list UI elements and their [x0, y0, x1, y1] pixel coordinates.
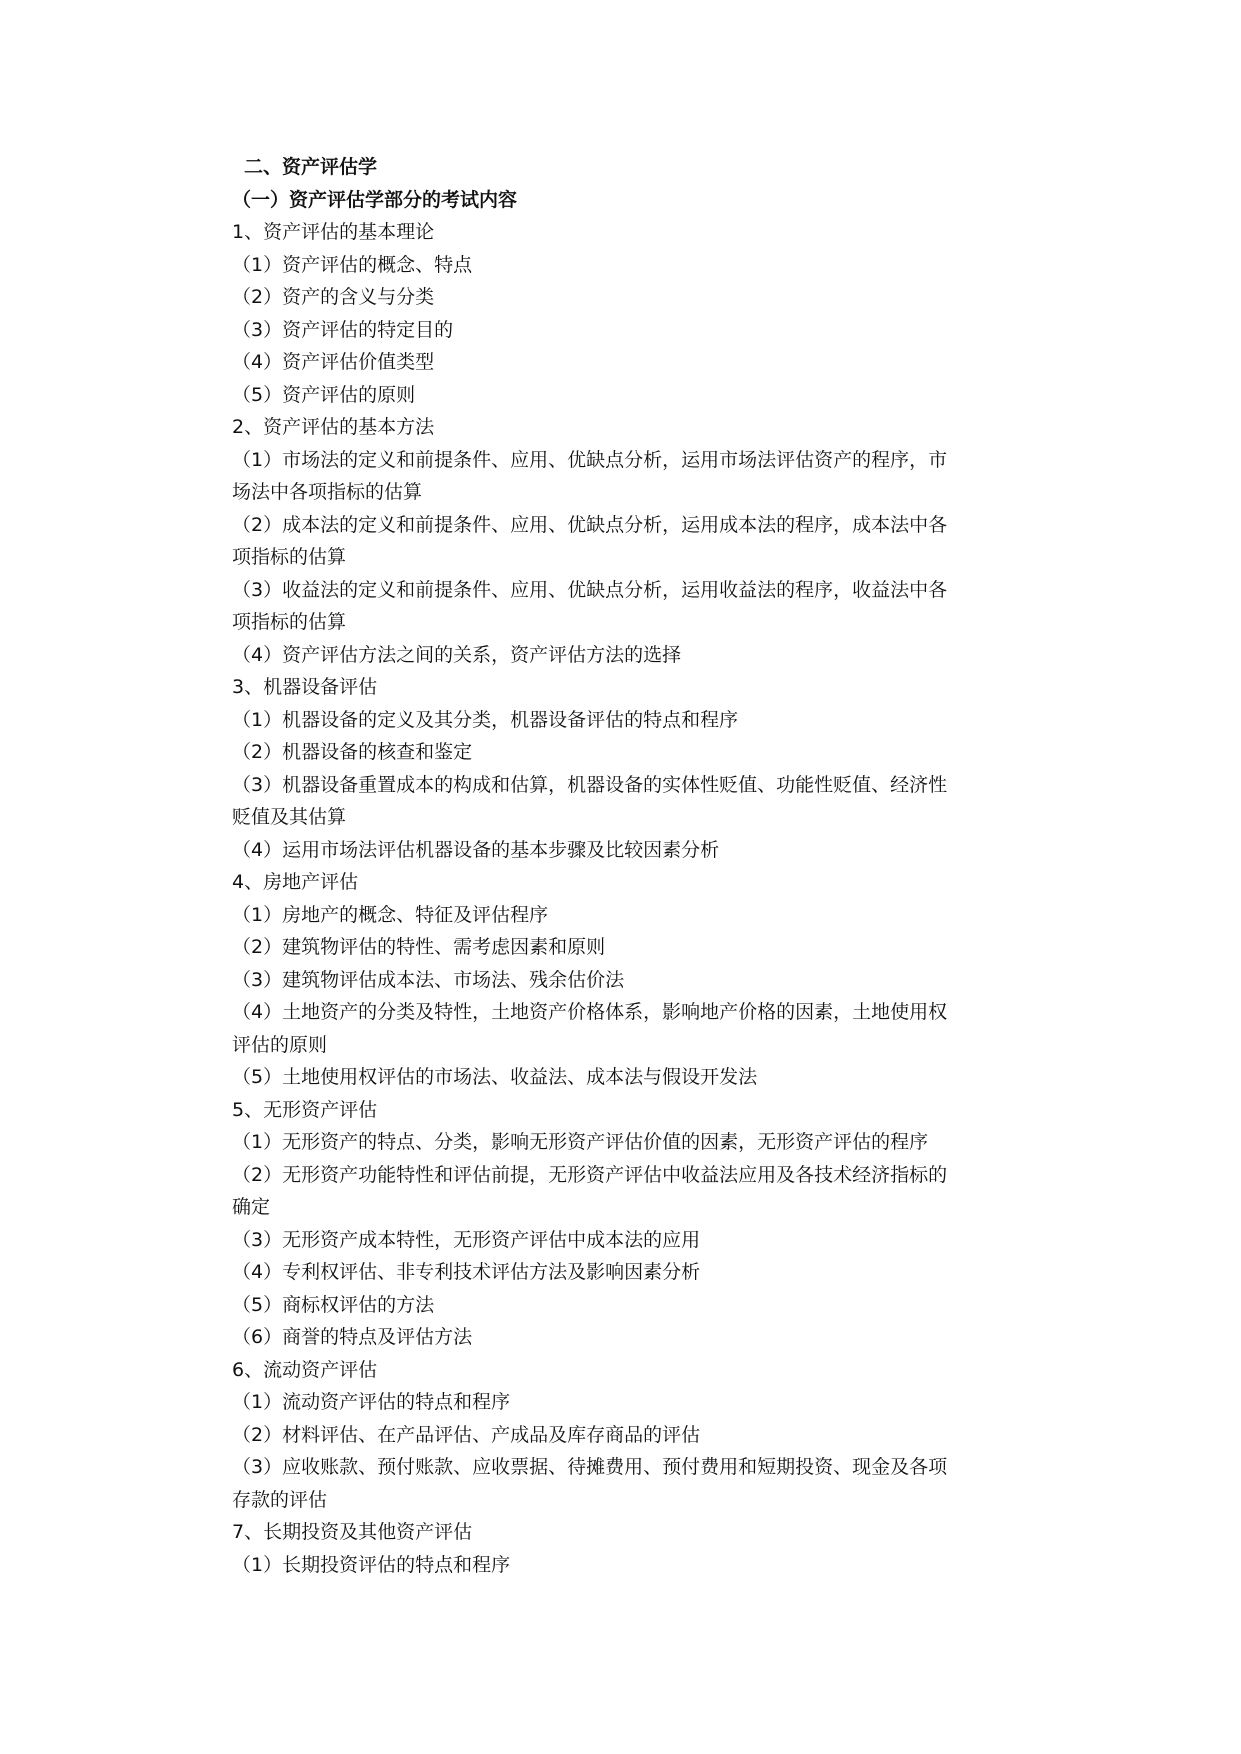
text-line: 存款的评估 — [232, 1488, 328, 1511]
text-line: （3）建筑物评估成本法、市场法、残余估价法 — [232, 968, 625, 991]
text-line: （2）资产的含义与分类 — [232, 286, 435, 308]
text-line: 贬值及其估算 — [232, 806, 347, 828]
text-line: （4）运用市场法评估机器设备的基本步骤及比较因素分析 — [232, 838, 720, 861]
section-heading: 二、资产评估学 — [244, 156, 378, 178]
document-body — [232, 151, 1052, 1581]
text-line: （1）机器设备的定义及其分类，机器设备评估的特点和程序 — [232, 708, 739, 731]
text-line: 项指标的估算 — [232, 546, 347, 568]
text-line: （4）专利权评估、非专利技术评估方法及影响因素分析 — [232, 1261, 701, 1283]
text-line: （5）商标权评估的方法 — [232, 1293, 435, 1316]
text-line: 7、长期投资及其他资产评估 — [232, 1521, 473, 1543]
subsection-heading: （一）资产评估学部分的考试内容 — [232, 188, 518, 211]
text-line: （3）资产评估的特定目的 — [232, 318, 454, 341]
text-line: （3）收益法的定义和前提条件、应用、优缺点分析，运用收益法的程序，收益法中各 — [232, 578, 948, 601]
text-line: （3）机器设备重置成本的构成和估算，机器设备的实体性贬值、功能性贬值、经济性 — [232, 773, 948, 796]
text-line: （3）应收账款、预付账款、应收票据、待摊费用、预付费用和短期投资、现金及各项 — [232, 1456, 948, 1478]
text-line: （1）资产评估的概念、特点 — [232, 253, 473, 276]
text-line: （2）建筑物评估的特性、需考虑因素和原则 — [232, 936, 606, 958]
text-line: 1、资产评估的基本理论 — [232, 221, 435, 243]
text-line: 2、资产评估的基本方法 — [232, 416, 435, 438]
text-line: （6）商誉的特点及评估方法 — [232, 1326, 473, 1348]
text-line: 确定 — [232, 1196, 271, 1218]
text-line: 项指标的估算 — [232, 611, 347, 633]
text-line: （2）材料评估、在产品评估、产成品及库存商品的评估 — [232, 1423, 701, 1446]
text-line: 6、流动资产评估 — [232, 1358, 378, 1381]
text-line: （1）无形资产的特点、分类，影响无形资产评估价值的因素，无形资产评估的程序 — [232, 1131, 929, 1153]
text-line: 3、机器设备评估 — [232, 676, 378, 698]
text-line: （5）土地使用权评估的市场法、收益法、成本法与假设开发法 — [232, 1066, 758, 1088]
text-line: （2）机器设备的核查和鉴定 — [232, 741, 473, 763]
text-line: （1）流动资产评估的特点和程序 — [232, 1391, 511, 1413]
text-line: （4）资产评估方法之间的关系，资产评估方法的选择 — [232, 643, 682, 666]
text-line: 4、房地产评估 — [232, 871, 359, 893]
text-line: （2）成本法的定义和前提条件、应用、优缺点分析，运用成本法的程序，成本法中各 — [232, 513, 948, 536]
text-line: （1）房地产的概念、特征及评估程序 — [232, 903, 549, 926]
text-line: （3）无形资产成本特性，无形资产评估中成本法的应用 — [232, 1228, 701, 1251]
text-line: （1）长期投资评估的特点和程序 — [232, 1553, 511, 1576]
text-line: 场法中各项指标的估算 — [232, 481, 423, 503]
text-line: 5、无形资产评估 — [232, 1098, 378, 1121]
text-line: （4）资产评估价值类型 — [232, 351, 435, 373]
text-line: （2）无形资产功能特性和评估前提，无形资产评估中收益法应用及各技术经济指标的 — [232, 1163, 948, 1186]
text-line: （4）土地资产的分类及特性，土地资产价格体系，影响地产价格的因素，土地使用权 — [232, 1001, 948, 1023]
text-line: 评估的原则 — [232, 1033, 328, 1056]
text-line: （5）资产评估的原则 — [232, 383, 416, 406]
text-line: （1）市场法的定义和前提条件、应用、优缺点分析，运用市场法评估资产的程序，市 — [232, 448, 948, 471]
